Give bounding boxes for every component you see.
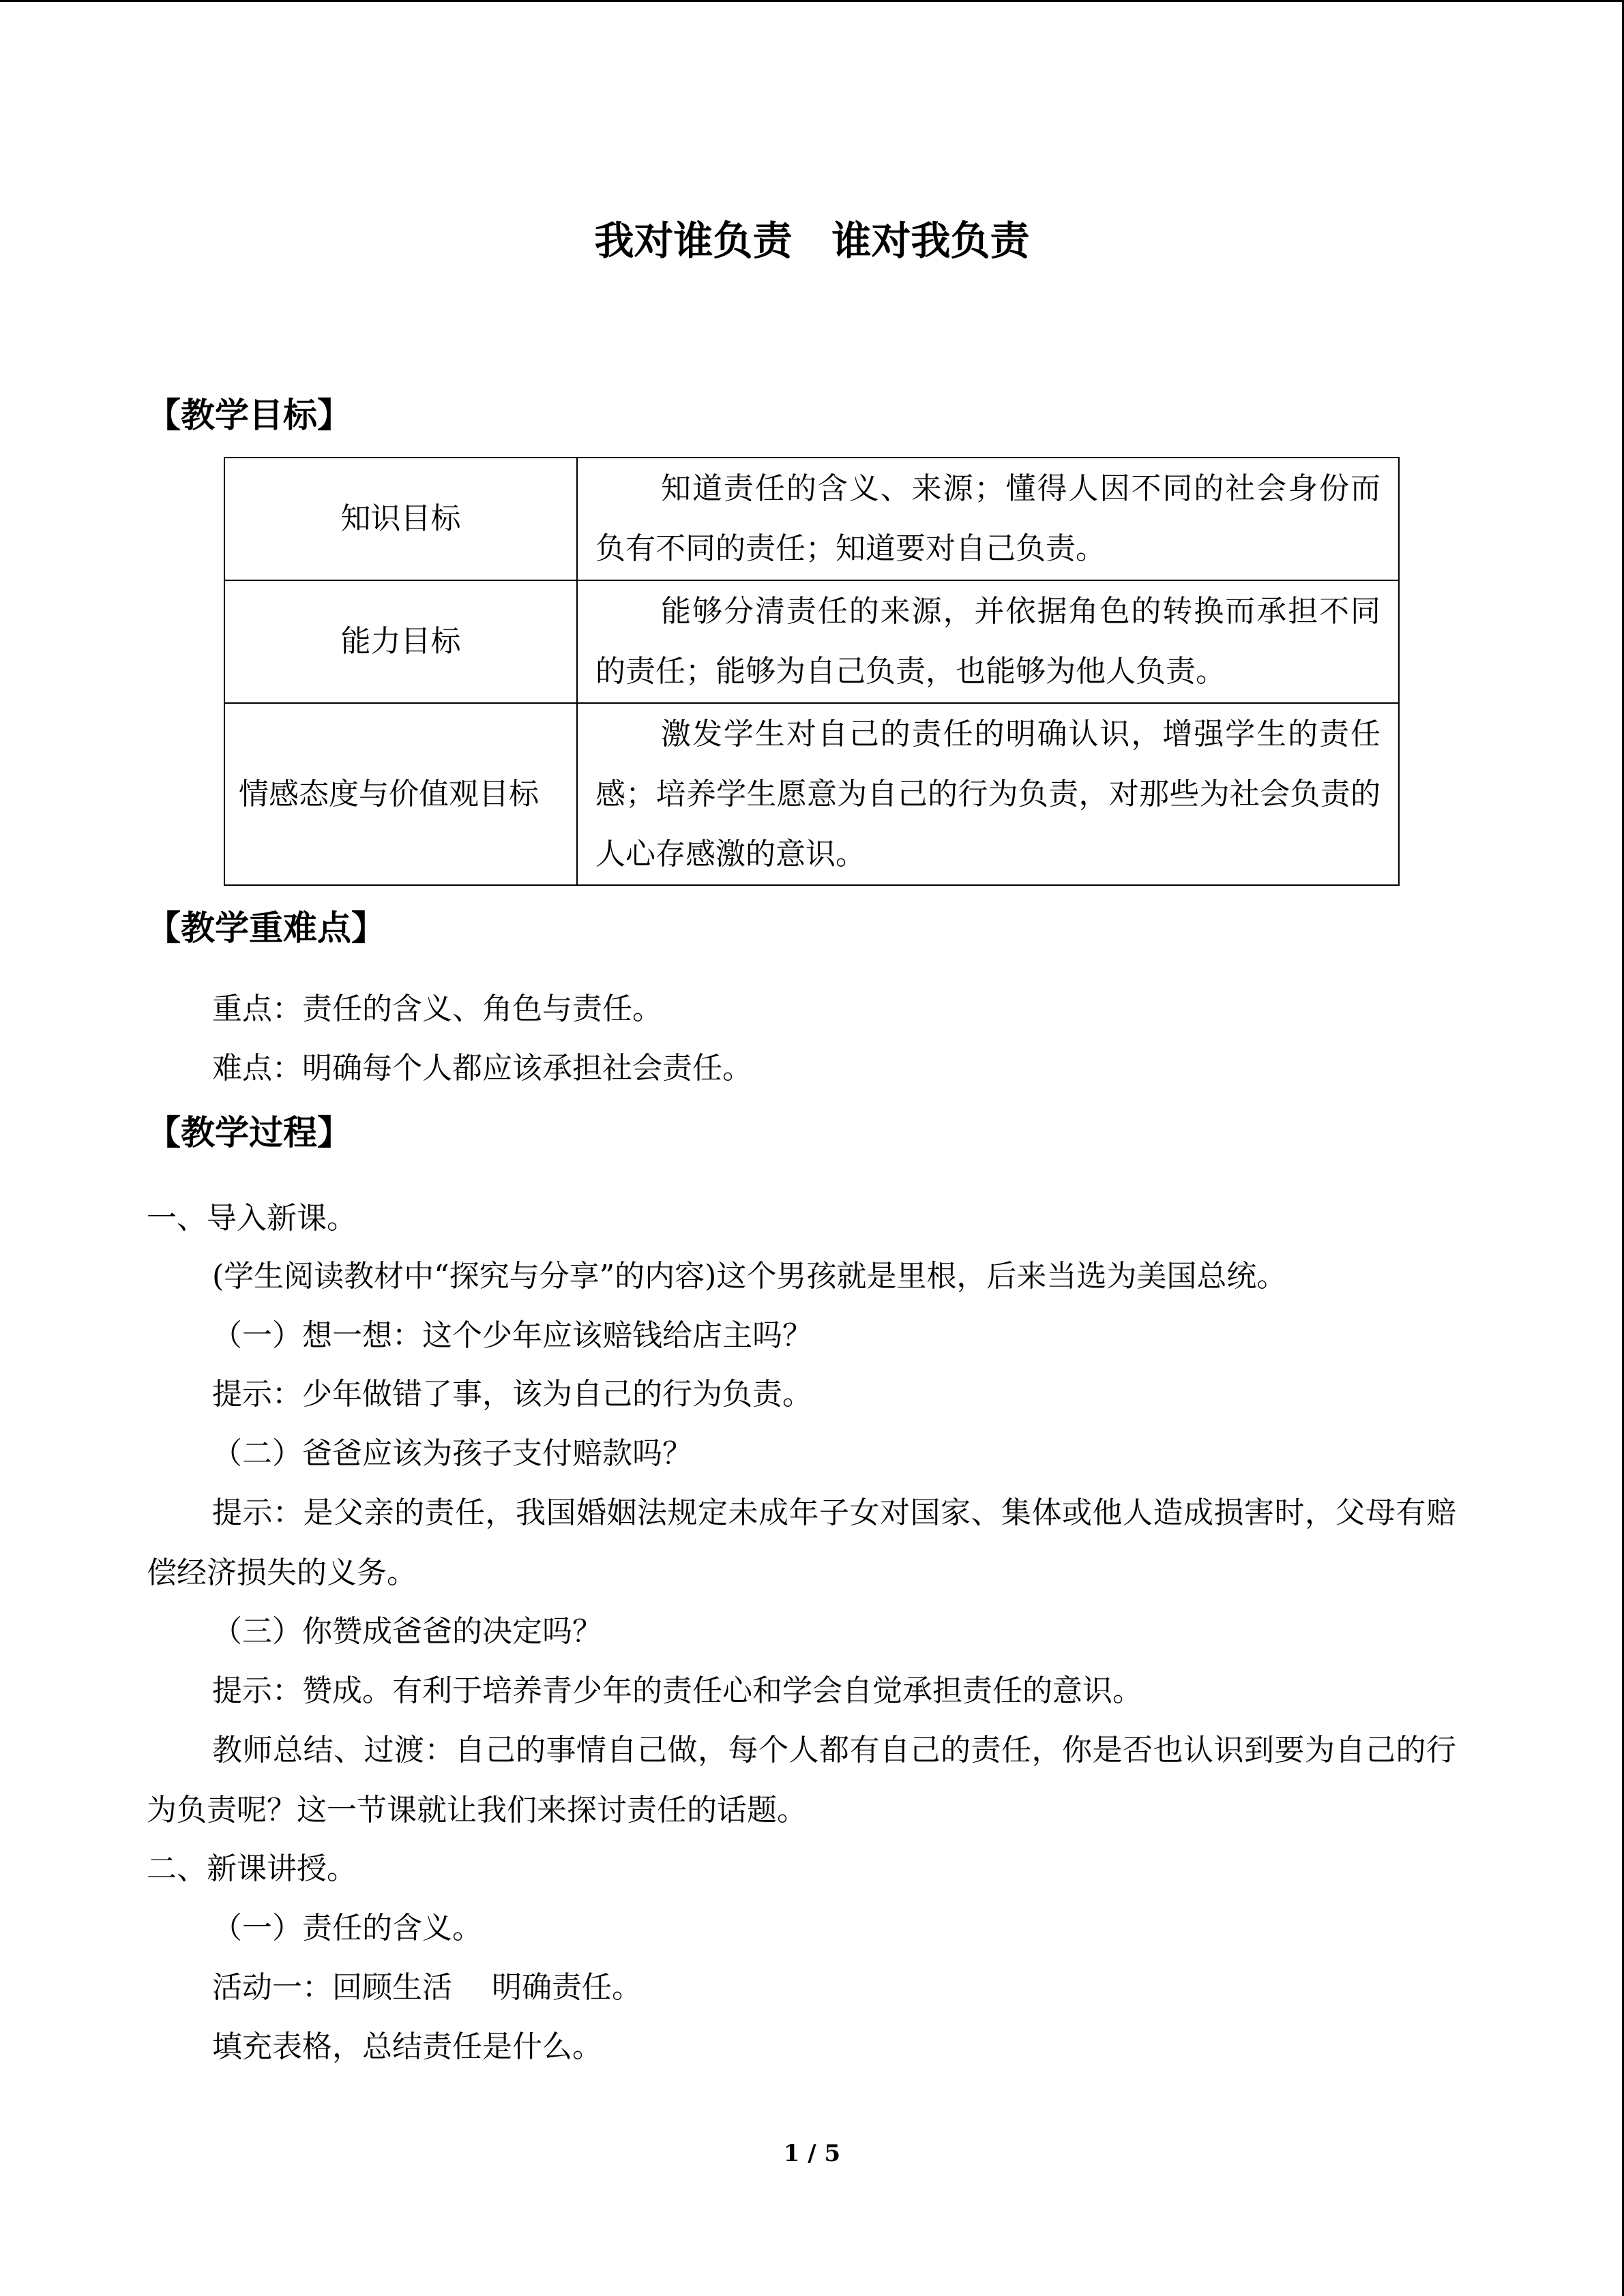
table-row xyxy=(224,458,1399,580)
section-heading-keypoints: 【教学重难点】 xyxy=(147,908,385,948)
goal-label-emotion: 情感态度与价值观目标 xyxy=(224,703,577,885)
process-intro: (学生阅读教材中“探究与分享”的内容)这个男孩就是里根，后来当选为美国总统。 xyxy=(212,1259,1287,1294)
process-question-2: （二）爸爸应该为孩子支付赔款吗？ xyxy=(212,1436,692,1471)
process-summary: 教师总结、过渡：自己的事情自己做，每个人都有自己的责任，你是否也认识到要为自己的行为负责呢？这一节课就让我们来探讨责任的话题。 xyxy=(147,1733,1456,1828)
process-part2-title: 二、新课讲授。 xyxy=(147,1851,357,1886)
section-heading-goals: 【教学目标】 xyxy=(147,395,351,435)
goals-table xyxy=(224,457,1400,886)
goal-content-emotion: 激发学生对自己的责任的明确认识，增强学生的责任感；培养学生愿意为自己的行为负责，对那些为社会负责的人心存感激的意识。 xyxy=(577,703,1399,885)
process-part1-title: 一、导入新课。 xyxy=(147,1201,357,1236)
process-question-3: （三）你赞成爸爸的决定吗？ xyxy=(212,1614,602,1649)
process-fill-table: 填充表格，总结责任是什么。 xyxy=(212,2029,602,2064)
process-subsection-1: （一）责任的含义。 xyxy=(212,1911,482,1945)
goal-content-ability: 能够分清责任的来源，并依据角色的转换而承担不同的责任；能够为自己负责，也能够为他人负责。 xyxy=(577,580,1399,703)
process-question-1: （一）想一想：这个少年应该赔钱给店主吗？ xyxy=(212,1318,812,1353)
table-row xyxy=(224,703,1399,885)
process-activity-1: 活动一：回顾生活 明确责任。 xyxy=(212,1970,642,2005)
process-answer-3: 提示：赞成。有利于培养青少年的责任心和学会自觉承担责任的意识。 xyxy=(212,1673,1142,1708)
process-answer-1: 提示：少年做错了事，该为自己的行为负责。 xyxy=(212,1377,812,1412)
section-heading-process: 【教学过程】 xyxy=(147,1112,351,1152)
process-answer-2: 提示：是父亲的责任，我国婚姻法规定未成年子女对国家、集体或他人造成损害时，父母有赔偿经济损失的义务。 xyxy=(147,1495,1456,1590)
document-title: 我对谁负责 谁对我负责 xyxy=(594,218,1030,264)
table-row xyxy=(224,580,1399,703)
goal-label-ability: 能力目标 xyxy=(224,580,577,703)
page-number: 1 / 5 xyxy=(783,2140,841,2167)
goal-label-knowledge: 知识目标 xyxy=(224,458,577,580)
goal-content-knowledge: 知道责任的含义、来源；懂得人因不同的社会身份而负有不同的责任；知道要对自己负责。 xyxy=(577,458,1399,580)
keypoint-key: 重点：责任的含义、角色与责任。 xyxy=(212,992,662,1026)
keypoint-difficult: 难点：明确每个人都应该承担社会责任。 xyxy=(212,1051,752,1086)
